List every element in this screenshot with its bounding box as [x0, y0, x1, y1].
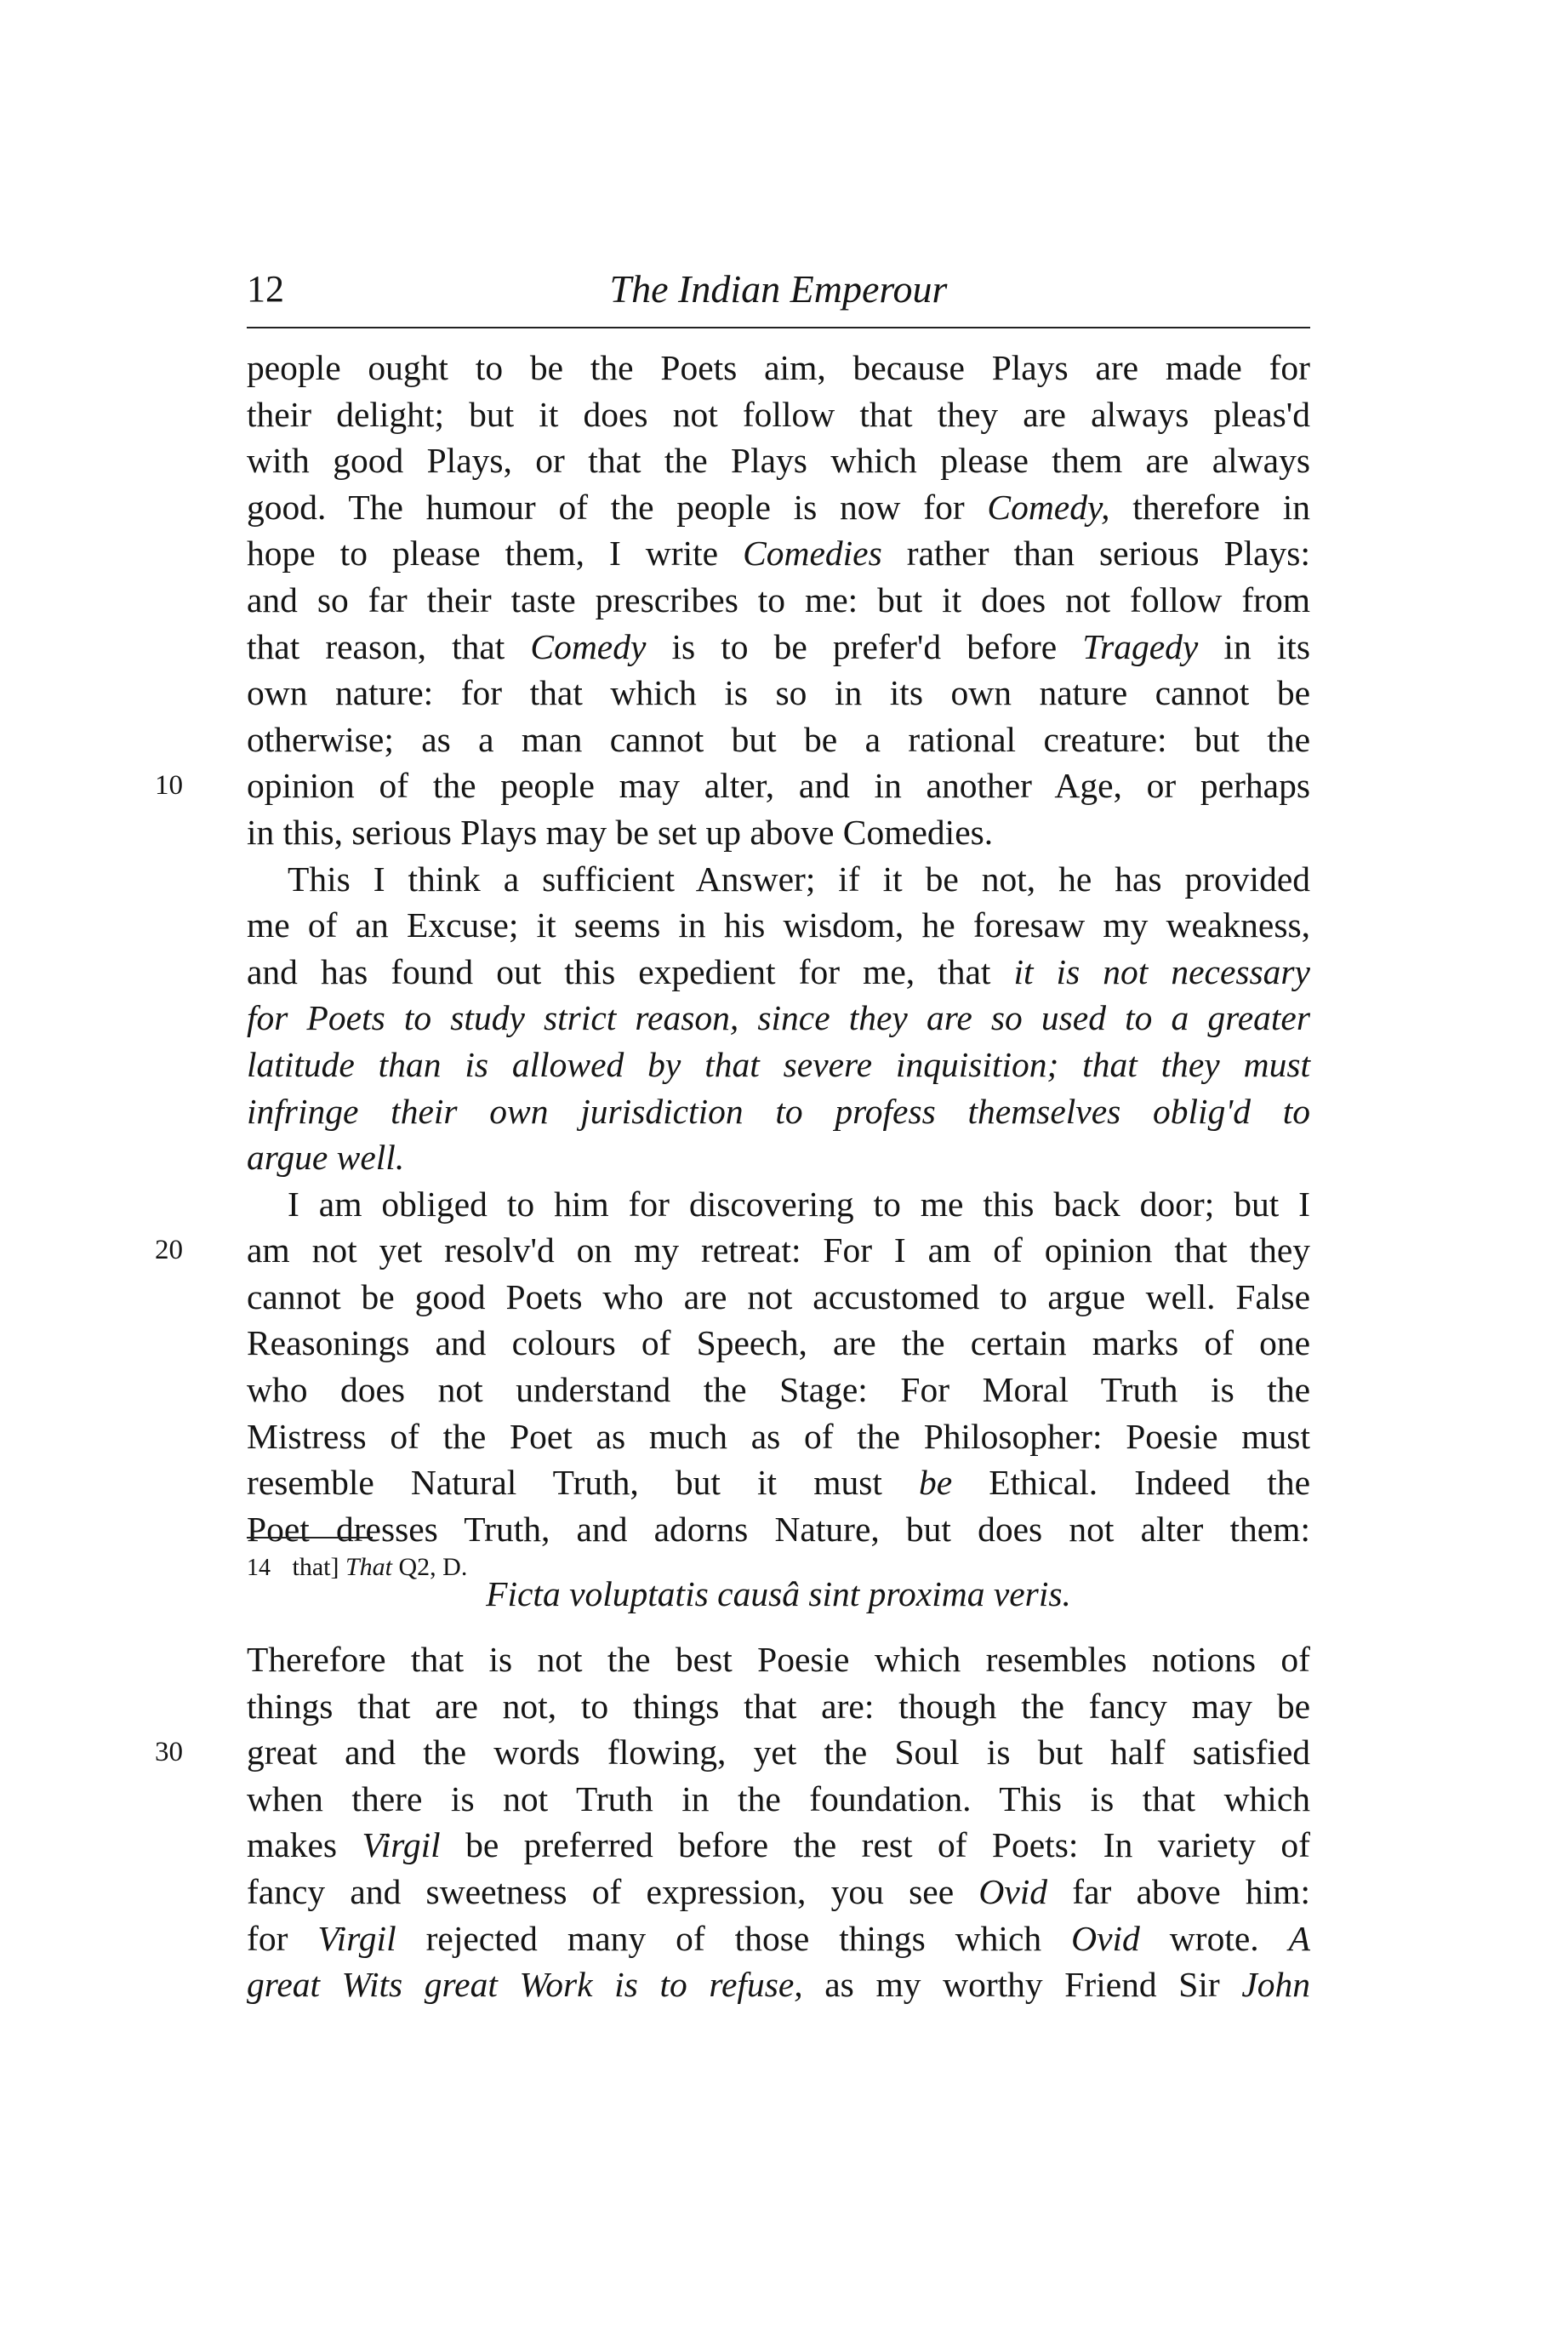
text-line: [247, 1683, 1310, 1730]
text-run: me of an Excuse; it seems in his wisdom, he foresaw my weakness,: [247, 905, 1310, 945]
text-line: [247, 577, 1310, 624]
text-line: [155, 762, 1310, 809]
italic-text: argue well.: [247, 1138, 405, 1178]
text-run: am not yet resolv'd on my retreat: For I am of opinion that they: [247, 1230, 1310, 1270]
text-run: Poet dresses Truth, and adorns Nature, but does not alter them:: [247, 1509, 1310, 1549]
italic-text: latitude than is allowed by that severe inquisition; that they must: [247, 1044, 1310, 1084]
text-line: [247, 1088, 1310, 1135]
text-run: otherwise; as a man cannot but be a rational creature: but the: [247, 719, 1310, 759]
text-line: [247, 1320, 1310, 1367]
text-line: [247, 1636, 1310, 1683]
text-run: be preferred before the rest of Poets: In variety of: [440, 1825, 1310, 1865]
text-run: rejected many of those things which: [396, 1918, 1072, 1958]
text-run: hope to please them, I write: [247, 534, 744, 574]
footnote-rule: [247, 1537, 373, 1539]
running-title: The Indian Emperour: [609, 267, 948, 311]
text-line: [247, 1869, 1310, 1915]
text-run: who does not understand the Stage: For Moral Truth is the: [247, 1370, 1310, 1410]
italic-text: Tragedy: [1082, 626, 1199, 666]
text-line: [247, 856, 1310, 903]
text-run: with good Plays, or that the Plays which please them are always: [247, 441, 1310, 481]
text-line: [247, 437, 1310, 484]
text-line: [247, 391, 1310, 438]
text-line: [247, 949, 1310, 996]
text-run: in this, serious Plays may be set up above Comedies.: [247, 812, 994, 852]
text-line: [247, 716, 1310, 763]
line-number: 30: [155, 1737, 183, 1768]
text-run: when there is not Truth in the foundation. This is that which: [247, 1778, 1310, 1818]
text-run: opinion of the people may alter, and in another Age, or perhaps: [247, 766, 1310, 806]
text-run: people ought to be the Poets aim, because Plays are made for: [247, 348, 1310, 387]
italic-text: be: [919, 1463, 953, 1503]
text-line: [247, 345, 1310, 391]
text-run: is to be prefer'd before: [646, 626, 1083, 666]
footnote-variant: That: [345, 1553, 393, 1581]
italic-text: infringe their own jurisdiction to profess themselves oblig'd to: [247, 1091, 1310, 1131]
text-run: rather than serious Plays:: [881, 534, 1310, 574]
footnote: [247, 1549, 467, 1587]
text-line: [247, 1506, 1310, 1553]
text-run: wrote.: [1139, 1918, 1289, 1958]
text-run: things that are not, to things that are: though the fancy may be: [247, 1686, 1310, 1726]
text-run: far above him:: [1047, 1872, 1310, 1911]
footnote-lemma: that]: [292, 1553, 339, 1581]
text-run: cannot be good Poets who are not accustomed to argue well. False: [247, 1276, 1310, 1316]
italic-text: Ficta voluptatis causâ sint proxima veris.: [486, 1574, 1071, 1614]
text-line: [247, 902, 1310, 949]
text-line: [155, 1227, 1310, 1274]
italic-text: Comedies: [743, 534, 882, 574]
italic-text: for Poets to study strict reason, since they are so used to a greater: [247, 998, 1310, 1038]
italic-text: it is not necessary: [1013, 951, 1310, 991]
text-line: [247, 1776, 1310, 1823]
text-run: Reasonings and colours of Speech, are the certain marks of one: [247, 1323, 1310, 1363]
italic-text: A: [1288, 1918, 1311, 1958]
text-run: great and the words flowing, yet the Soul is but half satisfied: [247, 1733, 1310, 1773]
italic-text: Virgil: [362, 1825, 441, 1865]
text-line: [247, 1915, 1310, 1962]
text-run: fancy and sweetness of expression, you see: [247, 1872, 979, 1911]
text-run: and so far their taste prescribes to me: but it does not follow from: [247, 579, 1310, 619]
text-line: [247, 530, 1310, 577]
text-run: This I think a sufficient Answer; if it be not, he has provided: [288, 859, 1310, 899]
footnote-sources: Q2, D.: [398, 1553, 468, 1581]
text-run: Therefore that is not the best Poesie which resembles notions of: [247, 1640, 1310, 1680]
text-run: good. The humour of the people is now for: [247, 487, 988, 527]
page-number: 12: [247, 268, 284, 310]
footnote-line-ref: 14: [247, 1555, 271, 1581]
line-number: 20: [155, 1235, 183, 1266]
italic-text: Ovid: [978, 1872, 1048, 1911]
text-run: own nature: for that which is so in its own nature cannot be: [247, 673, 1310, 713]
text-line: [247, 1961, 1310, 2008]
italic-text: great Wits great Work is to refuse,: [247, 1965, 803, 2005]
text-line: [247, 670, 1310, 716]
italic-text: John: [1241, 1965, 1310, 2005]
text-line: [247, 1459, 1310, 1506]
text-line: [247, 484, 1310, 531]
text-line: [247, 1274, 1310, 1321]
text-run: in its: [1198, 626, 1310, 666]
text-run: and has found out this expedient for me, that: [247, 951, 1014, 991]
line-number: 10: [155, 770, 183, 802]
header-rule: [247, 327, 1310, 328]
text-line: [247, 995, 1310, 1042]
text-run: Mistress of the Poet as much as of the Philosopher: Poesie must: [247, 1416, 1310, 1456]
text-line: [155, 1729, 1310, 1776]
italic-text: Virgil: [317, 1918, 396, 1958]
text-line: [247, 1822, 1310, 1869]
text-line: [247, 1367, 1310, 1413]
text-run: therefore in: [1109, 487, 1310, 527]
text-run: resemble Natural Truth, but it must: [247, 1463, 919, 1503]
italic-text: Comedy: [530, 626, 647, 666]
text-line: [247, 1134, 1310, 1181]
page-header: [247, 264, 1310, 315]
text-run: as my worthy Friend Sir: [802, 1965, 1242, 2005]
italic-text: Ovid: [1071, 1918, 1140, 1958]
text-run: that reason, that: [247, 626, 531, 666]
text-line: [247, 1042, 1310, 1088]
text-line: [247, 1181, 1310, 1228]
text-line: [247, 1413, 1310, 1460]
text-line: [247, 809, 1310, 856]
italic-text: Comedy,: [987, 487, 1110, 527]
text-run: for: [247, 1918, 318, 1958]
body-text: [155, 345, 1311, 2008]
text-line: [247, 624, 1310, 671]
text-run: Ethical. Indeed the: [952, 1463, 1310, 1503]
text-run: I am obliged to him for discovering to me this back door; but I: [288, 1184, 1310, 1224]
text-run: their delight; but it does not follow that they are always pleas'd: [247, 394, 1310, 434]
text-run: makes: [247, 1825, 362, 1865]
